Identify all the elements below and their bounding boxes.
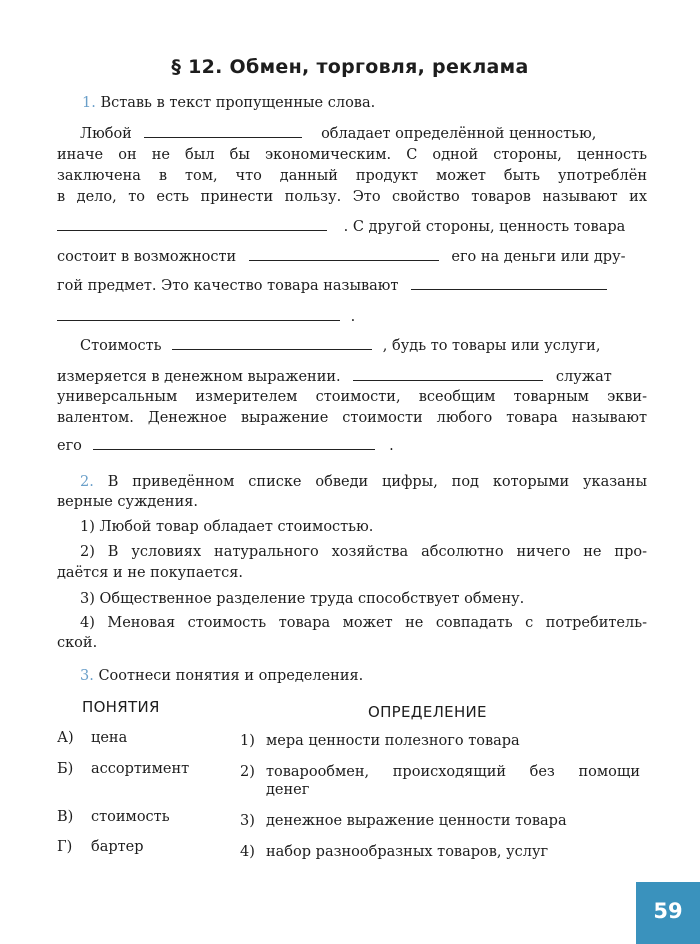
task2-item-3[interactable]: 3) Общественное разделение труда способствует обмену.: [80, 591, 525, 607]
blank-field[interactable]: [172, 336, 372, 350]
task1-line-13: [57, 436, 394, 455]
concept-text: бартер: [91, 839, 144, 855]
task2-item-1[interactable]: 1) Любой товар обладает стоимостью.: [80, 519, 374, 535]
text-segment: . С другой стороны, ценность товара: [343, 219, 626, 235]
definition-number: 1): [240, 733, 255, 749]
task1-line-11: универсальным измерителем стоимости, всеобщим товарным экви-: [57, 389, 647, 405]
text-segment: .: [389, 438, 394, 454]
text-segment: его на деньги или дру-: [451, 249, 626, 265]
text-segment: обладает определённой ценностью,: [321, 126, 597, 142]
blank-field[interactable]: [144, 124, 302, 138]
blank-field[interactable]: [411, 276, 607, 290]
definition-item: [240, 812, 567, 830]
text-segment: .: [350, 309, 356, 325]
task1-line-12: валентом. Денежное выражение стоимости любого товара называют: [57, 410, 647, 426]
text-segment: , будь то товары или услуги,: [382, 338, 601, 354]
task1-line-3: заключена в том, что данный продукт может быть употреблён: [57, 168, 647, 184]
task2-item-4-cont: ской.: [57, 635, 98, 651]
concept-letter: В): [57, 809, 74, 825]
concept-item: [57, 760, 189, 778]
task1-line-9: [80, 336, 600, 355]
definition-number: 3): [240, 813, 255, 829]
task2-line-1: [80, 473, 647, 491]
definition-item: [240, 843, 548, 861]
task1-line-6: [57, 247, 626, 266]
definition-text: товарообмен, происходящий без помощи: [266, 764, 640, 780]
task2-number: 2.: [80, 474, 94, 490]
definition-number: 2): [240, 764, 255, 780]
task3-instruction: Соотнеси понятия и определения.: [98, 668, 364, 684]
task2-item-4[interactable]: 4) Меновая стоимость товара может не совпадать с потребитель-: [80, 615, 647, 631]
task2-item-2[interactable]: 2) В условиях натурального хозяйства абсолютно ничего не про-: [80, 544, 647, 560]
task1-line-5: [57, 217, 625, 236]
task1-instruction-row: [82, 94, 375, 112]
task2-item-2-cont: даётся и не покупается.: [57, 565, 243, 581]
concept-letter: Г): [57, 839, 73, 855]
concept-text: ассортимент: [91, 761, 190, 777]
definition-text: набор разнообразных товаров, услуг: [266, 844, 549, 860]
text-segment: гой предмет. Это качество товара называют: [57, 278, 399, 294]
text-segment: измеряется в денежном выражении.: [57, 369, 341, 385]
task1-line-8: [57, 307, 355, 326]
task2-line-2: верные суждения.: [57, 494, 199, 510]
concept-item: [57, 729, 127, 747]
task1-line-1: [80, 124, 596, 143]
task3-instruction-row: [80, 667, 363, 685]
definition-text: мера ценности полезного товара: [266, 733, 520, 749]
definition-item: [240, 763, 640, 781]
definition-number: 4): [240, 844, 255, 860]
task1-instruction: Вставь в текст пропущенные слова.: [100, 95, 376, 111]
concepts-header: ПОНЯТИЯ: [82, 698, 160, 716]
concept-letter: Б): [57, 761, 74, 777]
task3-number: 3.: [80, 668, 94, 684]
task1-line-2: иначе он не был бы экономическим. С одной стороны, ценность: [57, 147, 647, 163]
text-segment: Любой: [80, 126, 132, 142]
blank-field[interactable]: [249, 247, 439, 261]
definitions-header: ОПРЕДЕЛЕНИЕ: [368, 703, 487, 721]
text-segment: В приведённом списке обведи цифры, под которыми указаны: [107, 474, 648, 490]
text-segment: его: [57, 438, 82, 454]
blank-field[interactable]: [93, 436, 375, 450]
text-segment: служат: [555, 369, 612, 385]
task1-number: 1.: [82, 95, 96, 111]
concept-text: цена: [91, 730, 128, 746]
definition-text: денежное выражение ценности товара: [266, 813, 567, 829]
blank-field[interactable]: [353, 367, 543, 381]
blank-field[interactable]: [57, 307, 340, 321]
blank-field[interactable]: [57, 217, 327, 231]
concept-item: [57, 838, 144, 856]
text-segment: состоит в возможности: [57, 249, 237, 265]
page-title: § 12. Обмен, торговля, реклама: [171, 56, 529, 78]
definition-text-cont: денег: [266, 782, 310, 798]
definition-item: [240, 732, 520, 750]
task1-line-7: [57, 276, 607, 295]
concept-item: [57, 808, 170, 826]
text-segment: Стоимость: [80, 338, 162, 354]
page-number-badge: 59: [636, 882, 700, 944]
task1-line-4: в дело, то есть принести пользу. Это свойство товаров называют их: [57, 189, 647, 205]
task1-line-10: [57, 367, 612, 386]
concept-text: стоимость: [91, 809, 170, 825]
concept-letter: А): [57, 730, 74, 746]
